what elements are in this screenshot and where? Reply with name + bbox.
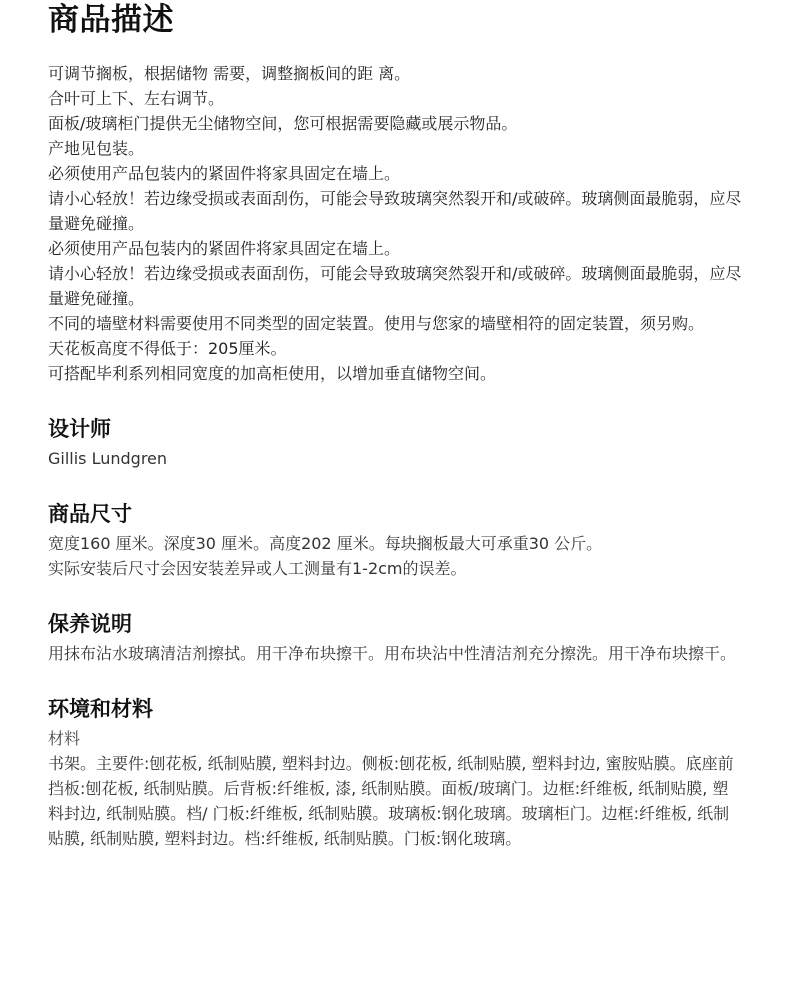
materials-heading: 环境和材料: [48, 697, 153, 721]
description-line: 天花板高度不得低于：205厘米。: [48, 339, 287, 358]
description-line: 面板/玻璃柜门提供无尘储物空间，您可根据需要隐藏或展示物品。: [48, 114, 518, 133]
description-line: 合叶可上下、左右调节。: [48, 89, 225, 108]
dimensions-section: [48, 499, 742, 581]
materials-text: 书架。主要件:刨花板, 纸制贴膜, 塑料封边。侧板:刨花板, 纸制贴膜, 塑料封边, 蜜胺贴膜。底座前挡板:刨花板, 纸制贴膜。后背板:纤维板, 漆, 纸制贴膜。面板/玻璃门。边框:纤维板, 纸制贴膜, 塑料封边, 纸制贴膜。档/ 门板:纤维板, 纸制贴膜。玻璃板:钢化玻璃。玻璃柜门。边框:纤维板, 纸制贴膜, 纸制贴膜, 塑料封边。档:纤维板, 纸制贴膜。门板:钢化玻璃。: [48, 754, 734, 848]
description-line: 产地见包装。: [48, 139, 145, 158]
description-line: 请小心轻放！若边缘受损或表面刮伤，可能会导致玻璃突然裂开和/或破碎。玻璃侧面最脆弱，应尽量避免碰撞。: [48, 264, 742, 308]
description-line: 必须使用产品包装内的紧固件将家具固定在墙上。: [48, 164, 401, 183]
description-line: 请小心轻放！若边缘受损或表面刮伤，可能会导致玻璃突然裂开和/或破碎。玻璃侧面最脆弱，应尽量避免碰撞。: [48, 189, 742, 233]
care-section: [48, 609, 742, 666]
description-section: [48, 61, 742, 386]
dimensions-line: 宽度160 厘米。深度30 厘米。高度202 厘米。每块搁板最大可承重30 公斤。: [48, 534, 603, 553]
care-instructions: 用抹布沾水玻璃清洁剂擦拭。用干净布块擦干。用布块沾中性清洁剂充分擦洗。用干净布块擦干。: [48, 644, 737, 663]
description-line: 可搭配毕利系列相同宽度的加高柜使用，以增加垂直储物空间。: [48, 364, 497, 383]
dimensions-heading: 商品尺寸: [48, 502, 132, 526]
page-title: 商品描述: [48, 2, 174, 38]
description-line: 不同的墙壁材料需要使用不同类型的固定装置。使用与您家的墙壁相符的固定装置，须另购。: [48, 314, 705, 333]
designer-section: [48, 414, 742, 471]
care-heading: 保养说明: [48, 612, 132, 636]
description-line: 必须使用产品包装内的紧固件将家具固定在墙上。: [48, 239, 401, 258]
materials-label: 材料: [48, 729, 81, 748]
designer-name: Gillis Lundgren: [48, 449, 168, 468]
description-line: 可调节搁板，根据储物 需要，调整搁板间的距 离。: [48, 64, 411, 83]
dimensions-line: 实际安装后尺寸会因安装差异或人工测量有1-2cm的误差。: [48, 559, 467, 578]
materials-section: [48, 694, 742, 851]
designer-heading: 设计师: [48, 417, 111, 441]
